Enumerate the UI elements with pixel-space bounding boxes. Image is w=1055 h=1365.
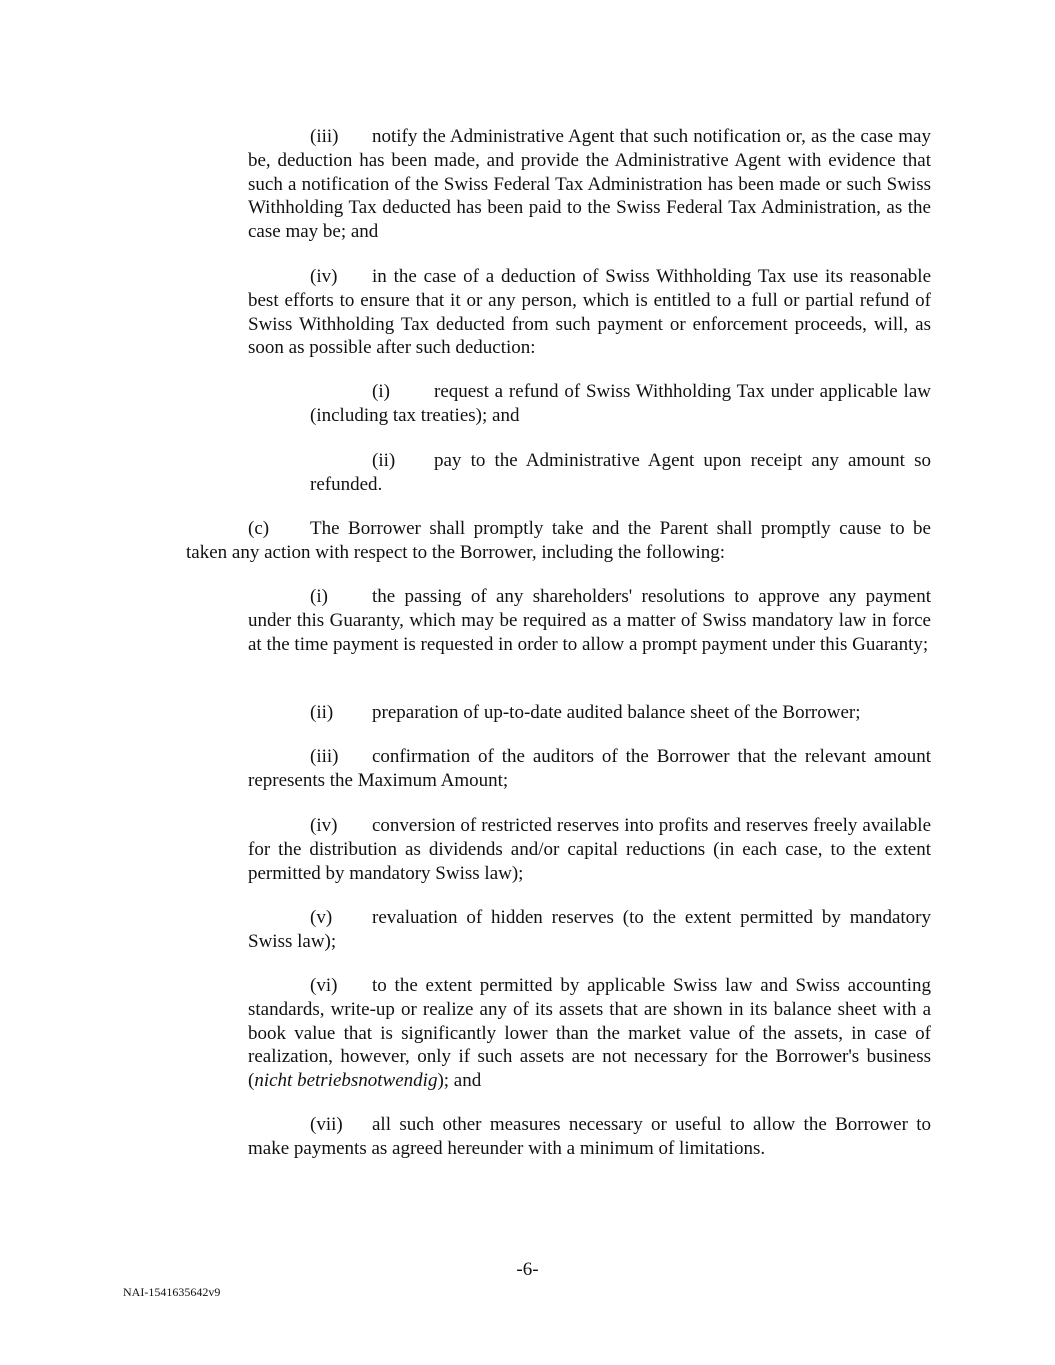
- item-text: The Borrower shall promptly take and the Parent shall promptly cause to be taken any action with respect to the Borrower, including the following:: [186, 518, 931, 563]
- item-text: in the case of a deduction of Swiss Withholding Tax use its reasonable best efforts to ensure that it or any person, which is entitled to a full or partial refund of Swiss Withholding Tax deducted from such payment or enforcement proceeds, will, as soon as possible after such deduction:: [248, 266, 931, 359]
- paragraph-i-request-refund: [310, 380, 931, 428]
- item-text: preparation of up-to-date audited balance sheet of the Borrower;: [372, 702, 861, 723]
- item-text: all such other measures necessary or useful to allow the Borrower to make payments as agreed hereunder with a minimum of limitations.: [248, 1114, 931, 1159]
- paragraph-c-ii: [248, 701, 931, 725]
- item-label: (vi): [310, 975, 338, 996]
- item-label: (i): [372, 381, 390, 402]
- paragraph-c-i: [248, 585, 931, 656]
- paragraph-iii-notify: [248, 125, 931, 244]
- item-text: conversion of restricted reserves into profits and reserves freely available for the distribution as dividends and/or capital reductions (in each case, to the extent permitted by mandatory Swiss law);: [248, 815, 931, 884]
- paragraph-c-vii: [248, 1113, 931, 1161]
- item-label: (iii): [310, 126, 339, 147]
- paragraph-iv-deduction: [248, 265, 931, 360]
- item-label: (vii): [310, 1114, 343, 1135]
- item-text: confirmation of the auditors of the Borrower that the relevant amount represents the Maximum Amount;: [248, 746, 931, 791]
- page-number: -6-: [516, 1259, 539, 1280]
- item-text: revaluation of hidden reserves (to the extent permitted by mandatory Swiss law);: [248, 907, 931, 952]
- item-label: (iii): [310, 746, 339, 767]
- item-label: (ii): [310, 702, 334, 723]
- item-text: notify the Administrative Agent that such notification or, as the case may be, deduction has been made, and provide the Administrative Agent with evidence that such a notification of the Swiss Federal Tax Administration has been made or such Swiss Withholding Tax deducted has been paid to the Swiss Federal Tax Administration, as the case may be; and: [248, 126, 931, 243]
- item-label: (iv): [310, 815, 338, 836]
- item-text: pay to the Administrative Agent upon receipt any amount so refunded.: [310, 450, 931, 495]
- paragraph-c-vi: [248, 974, 931, 1093]
- item-label: (iv): [310, 266, 338, 287]
- item-label: (c): [248, 518, 270, 539]
- paragraph-c-v: [248, 906, 931, 954]
- paragraph-c-iii: [248, 745, 931, 793]
- document-id: NAI-1541635642v9: [123, 1285, 221, 1299]
- item-label: (i): [310, 586, 328, 607]
- item-text: the passing of any shareholders' resolutions to approve any payment under this Guaranty, which may be required as a matter of Swiss mandatory law in force at the time payment is requested in order to allow a prompt payment under this Guaranty;: [248, 586, 931, 655]
- italic-term: nicht betriebsnotwendig: [254, 1070, 438, 1092]
- item-text: to the extent permitted by applicable Swiss law and Swiss accounting standards, write-up or realize any of its assets that are shown in its balance sheet with a book value that is significantly lower than the market value of the assets, in case of realization, however, only if such assets are not necessary for the Borrower's business (: [248, 975, 931, 1092]
- paragraph-ii-pay: [310, 449, 931, 497]
- item-label: (v): [310, 907, 333, 928]
- paragraph-c: [186, 517, 931, 565]
- item-label: (ii): [372, 450, 396, 471]
- item-text-after: ); and: [437, 1070, 482, 1092]
- paragraph-c-iv: [248, 814, 931, 885]
- item-text: request a refund of Swiss Withholding Tax under applicable law (including tax treaties); and: [310, 381, 931, 426]
